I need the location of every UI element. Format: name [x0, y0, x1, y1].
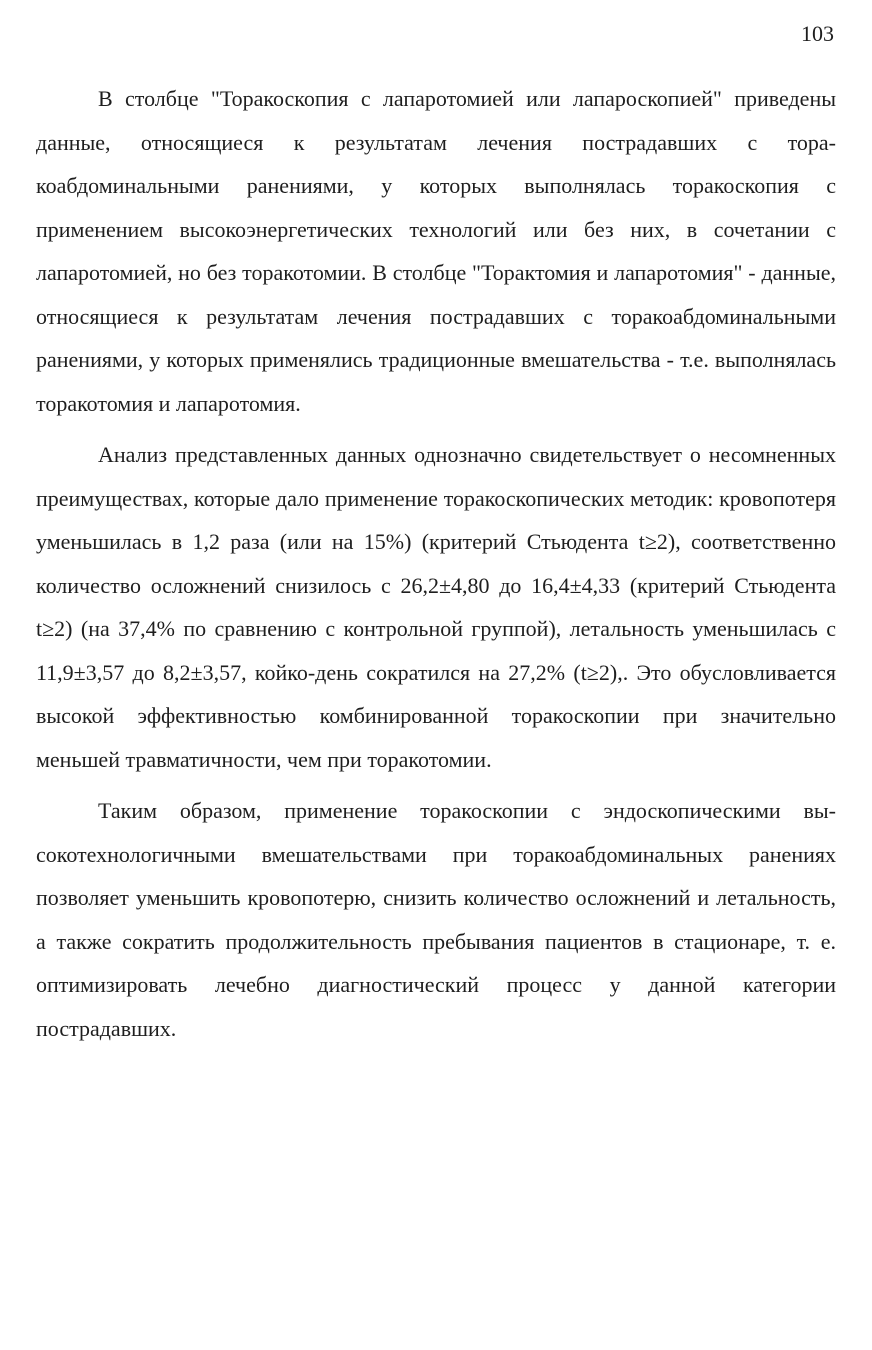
- paragraph-conclusion: Таким образом, применение торакоскопии с эндоскопическими высокотехнологичными вмешательствами при торакоабдоминальных ранениях позволяет уменьшить кровопотерю, снизить количество осложнений и летальность, а также сократить продолжительность пребывания пациентов в стационаре, т. е. оптимизировать лечебно диагностический процесс у данной категории пострадавших.: [36, 798, 836, 1041]
- page-number: 103: [801, 21, 834, 46]
- text-body: [36, 77, 836, 1058]
- paragraph-columns-description: В столбце "Торакоскопия с лапаротомией или лапароскопией" приведены данные, относящиеся к результатам лечения пострадавших с торакоабдоминальными ранениями, у которых выполнялась торакоскопия с применением высокоэнергетических технологий или без них, в сочетании с лапаротомией, но без торакотомии. В столбце "Торактомия и лапаротомия" - данные, относящиеся к результатам лечения пострадавших с торакоабдоминальными ранениями, у которых применялись традиционные вмешательства - т.е. выполнялась торакотомия и лапаротомия.: [36, 86, 836, 416]
- paragraph-analysis: Анализ представленных данных однозначно свидетельствует о несомненных преимуществах, которые дало применение торакоскопических методик: кровопотеря уменьшилась в 1,2 раза (или на 15%) (критерий Стьюдента t≥2), соответственно количество осложнений снизилось с 26,2±4,80 до 16,4±4,33 (критерий Стьюдента t≥2) (на 37,4% по сравнению с контрольной группой), летальность уменьшилась с 11,9±3,57 до 8,2±3,57, койко-день сократился на 27,2% (t≥2),. Это обусловливается высокой эффективностью комбинированной торакоскопии при значительно меньшей травматичности, чем при торакотомии.: [36, 442, 836, 772]
